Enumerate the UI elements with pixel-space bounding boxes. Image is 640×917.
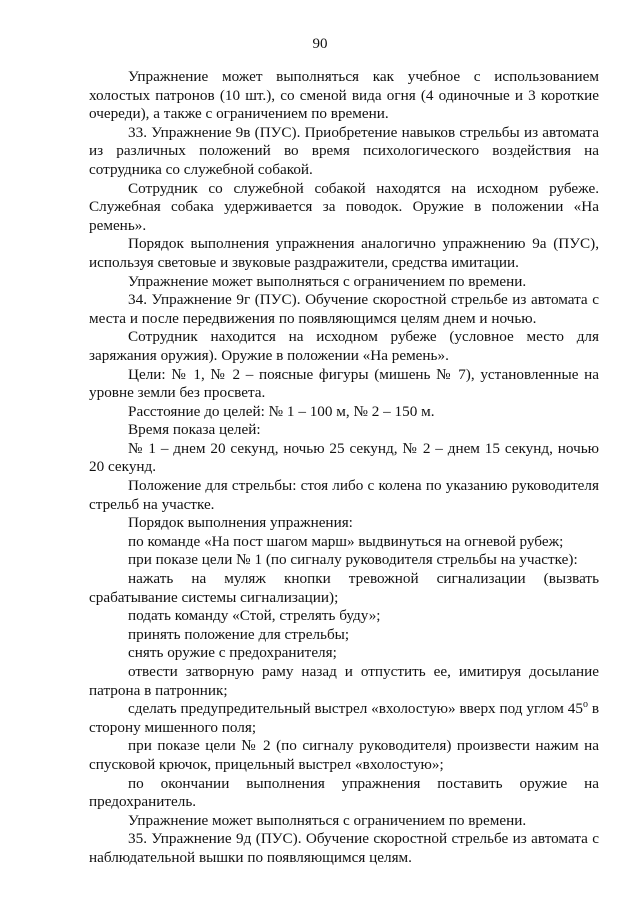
paragraph: принять положение для стрельбы;: [128, 625, 350, 643]
paragraph: по окончании выполнения упражнения поставить оружие на предохранитель.: [89, 774, 599, 811]
paragraph: Упражнение может выполняться с ограничением по времени.: [128, 272, 527, 290]
paragraph: Порядок выполнения упражнения аналогично упражнению 9а (ПУС), используя световые и звуковые раздражители, средства имитации.: [89, 235, 599, 271]
paragraph: нажать на муляж кнопки тревожной сигнализации (вызвать срабатывание системы сигнализации);: [89, 570, 599, 606]
paragraph: 35. Упражнение 9д (ПУС). Обучение скоростной стрельбе из автомата с наблюдательной вышки по появляющимся целям.: [89, 830, 599, 866]
paragraph: Упражнение может выполняться как учебное с использованием холостых патронов (10 шт.), со сменой вида огня (4 одиночные и 3 короткие очереди), а также с ограничением по времени.: [89, 68, 599, 123]
paragraph: Сотрудник со служебной собакой находятся на исходном рубеже. Служебная собака удерживается за поводок. Оружие в положении «На ремень».: [89, 179, 599, 234]
paragraph: при показе цели № 2 (по сигналу руководителя) произвести нажим на спусковой крючок, прицельный выстрел «вхолостую»;: [89, 737, 599, 773]
paragraph: Положение для стрельбы: стоя либо с колена по указанию руководителя стрельб на участке.: [89, 477, 599, 513]
page-number: 90: [312, 36, 328, 52]
document-body: [89, 68, 599, 868]
paragraph-text-tail: в сторону мишенного поля;: [89, 700, 599, 736]
paragraph-text: сделать предупредительный выстрел «вхолостую» вверх под углом 45: [128, 700, 583, 718]
paragraph-with-degree: [89, 700, 599, 737]
paragraph: № 1 – днем 20 секунд, ночью 25 секунд, № 2 – днем 15 секунд, ночью 20 секунд.: [89, 439, 599, 476]
paragraph: при показе цели № 1 (по сигналу руководителя стрельбы на участке):: [128, 551, 578, 569]
paragraph: подать команду «Стой, стрелять буду»;: [128, 607, 381, 625]
paragraph: Порядок выполнения упражнения:: [128, 514, 353, 532]
paragraph: Цели: № 1, № 2 – поясные фигуры (мишень № 7), установленные на уровне земли без просвета.: [89, 365, 599, 402]
paragraph: Сотрудник находится на исходном рубеже (условное место для заряжания оружия). Оружие в положении «На ремень».: [89, 328, 599, 364]
degree-superscript: o: [582, 699, 588, 711]
paragraph: Время показа целей:: [128, 421, 261, 439]
paragraph: Расстояние до целей: № 1 – 100 м, № 2 – 150 м.: [128, 402, 435, 420]
paragraph: снять оружие с предохранителя;: [128, 644, 337, 662]
paragraph: 33. Упражнение 9в (ПУС). Приобретение навыков стрельбы из автомата из различных положений во время психологического воздействия на сотрудника со служебной собакой.: [89, 123, 599, 178]
paragraph: отвести затворную раму назад и отпустить ее, имитируя досылание патрона в патронник;: [89, 663, 599, 699]
paragraph: 34. Упражнение 9г (ПУС). Обучение скоростной стрельбе из автомата с места и после передвижения по появляющимся целям днем и ночью.: [89, 291, 599, 327]
paragraph: по команде «На пост шагом марш» выдвинуться на огневой рубеж;: [128, 532, 564, 550]
paragraph: Упражнение может выполняться с ограничением по времени.: [128, 811, 527, 829]
